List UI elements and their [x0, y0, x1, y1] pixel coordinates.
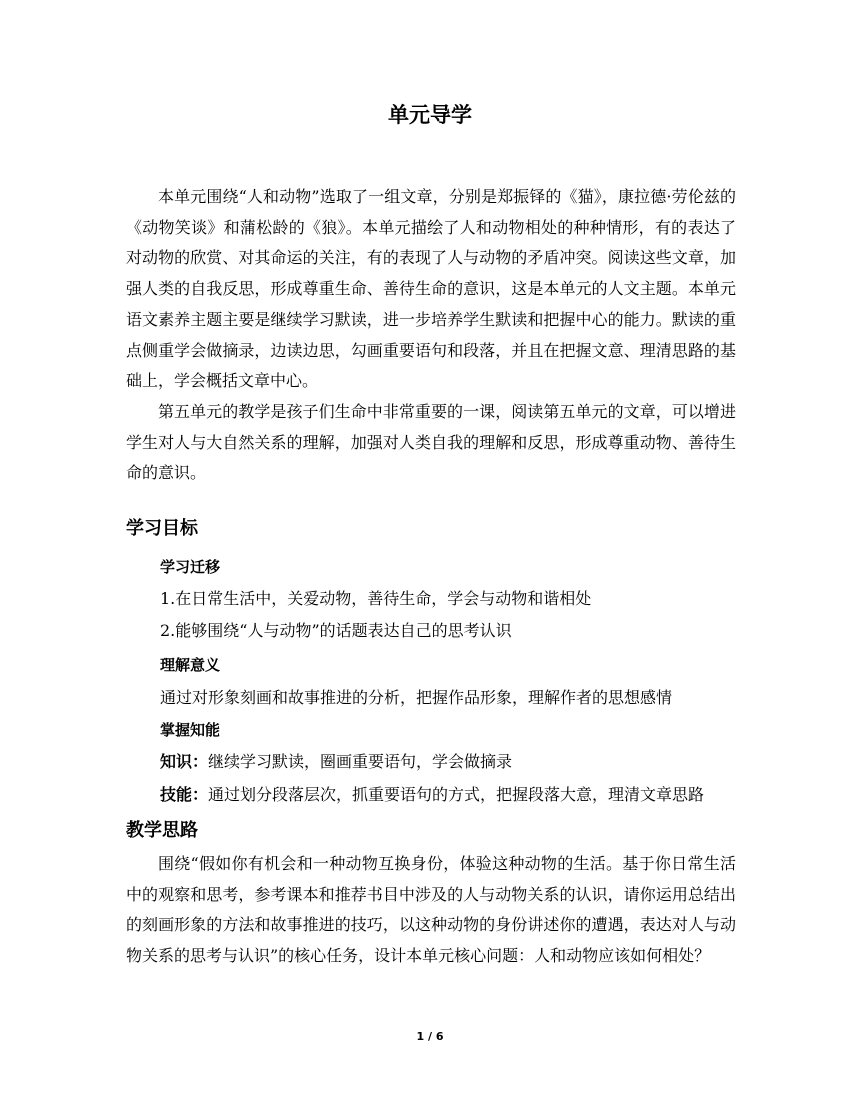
intro-section: [126, 182, 736, 489]
intro-paragraph-2: 第五单元的教学是孩子们生命中非常重要的一课，阅读第五单元的文章，可以增进学生对人与大自然关系的理解，加强对人类自我的理解和反思，形成尊重动物、善待生命的意识。: [126, 401, 736, 483]
transfer-item-1: 1.在日常生活中，关爱动物，善待生命，学会与动物和谐相处: [160, 589, 592, 608]
goals-heading: 学习目标: [126, 518, 198, 539]
transfer-item-2: 2.能够围绕“人与动物”的话题表达自己的思考认识: [160, 621, 512, 640]
meaning-text: 通过对形象刻画和故事推进的分析，把握作品形象，理解作者的思想感情: [160, 688, 673, 707]
approach-paragraph: 围绕“假如你有机会和一种动物互换身份，体验这种动物的生活。基于你日常生活中的观察和思考，参考课本和推荐书目中涉及的人与动物关系的认识，请你运用总结出的刻画形象的方法和故事推进的技巧，以这种动物的身份讲述你的遭遇，表达对人与动物关系的思考与认识”的核心任务，设计本单元核心问题：人和动物应该如何相处？: [126, 854, 736, 966]
approach-section: [126, 849, 736, 972]
mastery-heading: 掌握知能: [160, 721, 221, 739]
transfer-heading: 学习迁移: [160, 558, 221, 576]
skill-label: 技能：: [160, 785, 209, 804]
skill-text: 通过划分段落层次，抓重要语句的方式，把握段落大意，理清文章思路: [208, 785, 705, 804]
intro-paragraph-1: 本单元围绕“人和动物”选取了一组文章，分别是郑振铎的《猫》，康拉德·劳伦兹的《动物笑谈》和蒲松龄的《狼》。本单元描绘了人和动物相处的种种情形，有的表达了对动物的欣赏、对其命运的关注，有的表现了人与动物的矛盾冲突。阅读这些文章，加强人类的自我反思，形成尊重生命、善待生命的意识，这是本单元的人文主题。本单元语文素养主题主要是继续学习默读，进一步培养学生默读和把握中心的能力。默读的重点侧重学会做摘录，边读边思，勾画重要语句和段落，并且在把握文意、理清思路的基础上，学会概括文章中心。: [126, 187, 736, 391]
page-number: 1 / 6: [416, 1030, 444, 1043]
knowledge-label: 知识：: [160, 752, 209, 771]
knowledge-text: 继续学习默读，圈画重要语句，学会做摘录: [208, 752, 513, 771]
skill-line: [160, 783, 704, 807]
page-title: 单元导学: [388, 103, 472, 127]
approach-heading: 教学思路: [126, 820, 198, 841]
meaning-heading: 理解意义: [160, 656, 221, 674]
knowledge-line: [160, 750, 512, 774]
